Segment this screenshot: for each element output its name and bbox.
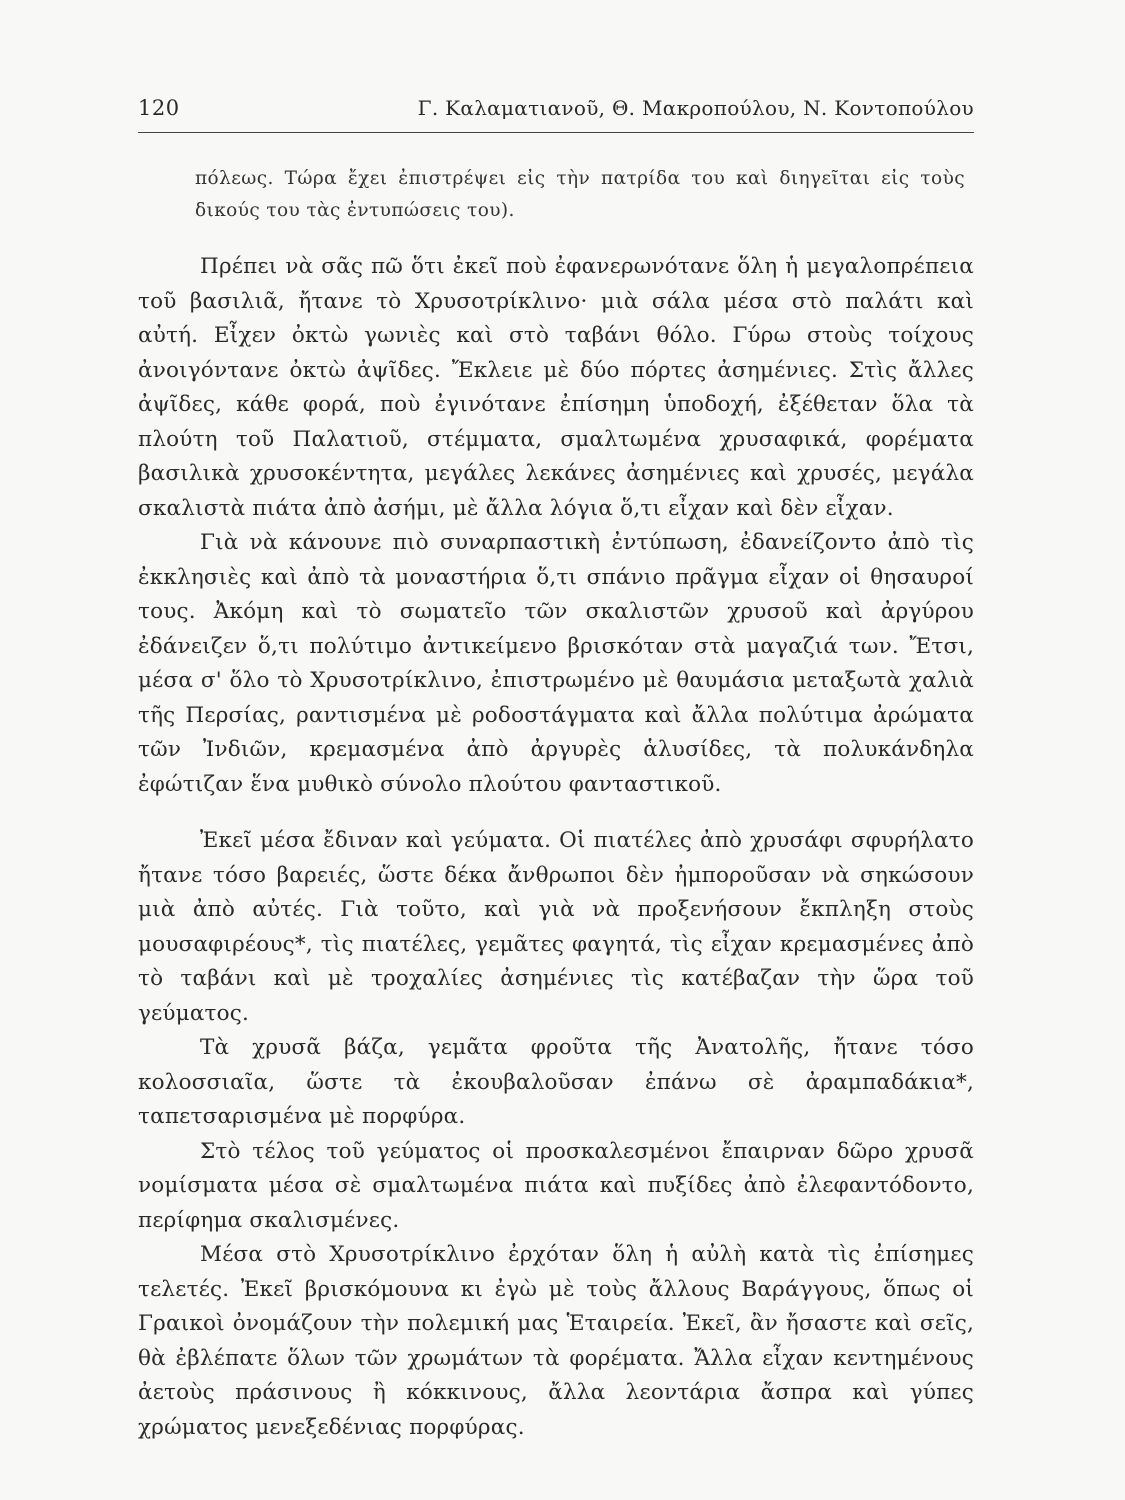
paragraph: Γιὰ νὰ κάνουνε πιὸ συναρπαστικὴ ἐντύπωση, ἐδανείζοντο ἀπὸ τὶς ἐκκλησιὲς καὶ ἀπὸ τὰ μοναστήρια ὅ,τι σπάνιο πρᾶγμα εἶχαν οἱ θησαυροί τους. Ἀκόμη καὶ τὸ σωματεῖο τῶν σκαλιστῶν χρυσοῦ καὶ ἀργύρου ἐδάνειζεν ὅ,τι πολύτιμο ἀντικείμενο βρισκόταν στὰ μαγαζιά των. Ἔτσι, μέσα σ' ὅλο τὸ Χρυσοτρίκλινο, ἐπιστρωμένο μὲ θαυμάσια μεταξωτὰ χαλιὰ τῆς Περσίας, ραντισμένα μὲ ροδοστάγματα καὶ ἄλλα πολύτιμα ἀρώματα τῶν Ἰνδιῶν, κρεμασμένα ἀπὸ ἀργυρὲς ἁλυσίδες, τὰ πολυκάνδηλα ἐφώτιζαν ἕνα μυθικὸ σύνολο πλούτου φανταστικοῦ. xyxy=(138,530,974,797)
running-header xyxy=(138,96,974,136)
running-title: Γ. Καλαματιανοῦ, Θ. Μακροπούλου, Ν. Κοντοπούλου xyxy=(417,96,974,120)
paragraph: Μέσα στὸ Χρυσοτρίκλινο ἐρχόταν ὅλη ἡ αὐλὴ κατὰ τὶς ἐπίσημες τελετές. Ἐκεῖ βρισκόμουνα κι ἐγὼ μὲ τοὺς ἄλλους Βαράγγους, ὅπως οἱ Γραικοὶ ὀνομάζουν τὴν πολεμική μας Ἑταιρεία. Ἐκεῖ, ἂν ἤσαστε καὶ σεῖς, θὰ ἐβλέπατε ὅλων τῶν χρωμάτων τὰ φορέματα. Ἄλλα εἶχαν κεντημένους ἀετοὺς πράσινους ἢ κόκκινους, ἄλλα λεοντάρια ἄσπρα καὶ γύπες χρώματος μενεξεδένιας πορφύρας. xyxy=(138,1242,974,1440)
header-rule xyxy=(138,132,974,133)
paragraph: Στὸ τέλος τοῦ γεύματος οἱ προσκαλεσμένοι ἔπαιρναν δῶρο χρυσᾶ νομίσματα μέσα σὲ σμαλτωμένα πιάτα καὶ πυξίδες ἀπὸ ἐλεφαντόδοντο, περίφημα σκαλισμένες. xyxy=(138,1138,974,1233)
body-text xyxy=(138,250,974,1445)
page-number: 120 xyxy=(138,96,180,120)
intro-note: πόλεως. Τώρα ἔχει ἐπιστρέψει εἰς τὴν πατρίδα του καὶ διηγεῖται εἰς τοὺς δικούς του τὰς ἐντυπώσεις του). xyxy=(195,168,965,221)
paragraph: Τὰ χρυσᾶ βάζα, γεμᾶτα φροῦτα τῆς Ἀνατολῆς, ἤτανε τόσο κολοσσιαῖα, ὥστε τὰ ἐκουβαλοῦσαν ἐπάνω σὲ ἀραμπαδάκια*, ταπετσαρισμένα μὲ πορφύρα. xyxy=(138,1035,974,1129)
paragraph: Ἐκεῖ μέσα ἔδιναν καὶ γεύματα. Οἱ πιατέλες ἀπὸ χρυσάφι σφυρήλατο ἤτανε τόσο βαρειές, ὥστε δέκα ἄνθρωποι δὲν ἠμποροῦσαν νὰ σηκώσουν μιὰ ἀπὸ αὐτές. Γιὰ τοῦτο, καὶ γιὰ νὰ προξενήσουν ἔκπληξη στοὺς μουσαφιρέους*, τὶς πιατέλες, γεμᾶτες φαγητά, τὶς εἶχαν κρεμασμένες ἀπὸ τὸ ταβάνι καὶ μὲ τροχαλίες ἀσημένιες τὶς κατέβαζαν τὴν ὥρα τοῦ γεύματος. xyxy=(138,828,974,1026)
paragraph: Πρέπει νὰ σᾶς πῶ ὅτι ἐκεῖ ποὺ ἐφανερωνότανε ὅλη ἡ μεγαλοπρέπεια τοῦ βασιλιᾶ, ἤτανε τὸ Χρυσοτρίκλινο· μιὰ σάλα μέσα στὸ παλάτι καὶ αὐτή. Εἶχεν ὀκτὼ γωνιὲς καὶ στὸ ταβάνι θόλο. Γύρω στοὺς τοίχους ἀνοιγόντανε ὀκτὼ ἀψῖδες. Ἔκλειε μὲ δύο πόρτες ἀσημένιες. Στὶς ἄλλες ἀψῖδες, κάθε φορά, ποὺ ἐγινότανε ἐπίσημη ὑποδοχή, ἐξέθεταν ὅλα τὰ πλούτη τοῦ Παλατιοῦ, στέμματα, σμαλτωμένα χρυσαφικά, φορέματα βασιλικὰ χρυσοκέντητα, μεγάλες λεκάνες ἀσημένιες καὶ χρυσές, μεγάλα σκαλιστὰ πιάτα ἀπὸ ἀσήμι, μὲ ἄλλα λόγια ὅ,τι εἶχαν καὶ δὲν εἶχαν. xyxy=(138,254,974,521)
